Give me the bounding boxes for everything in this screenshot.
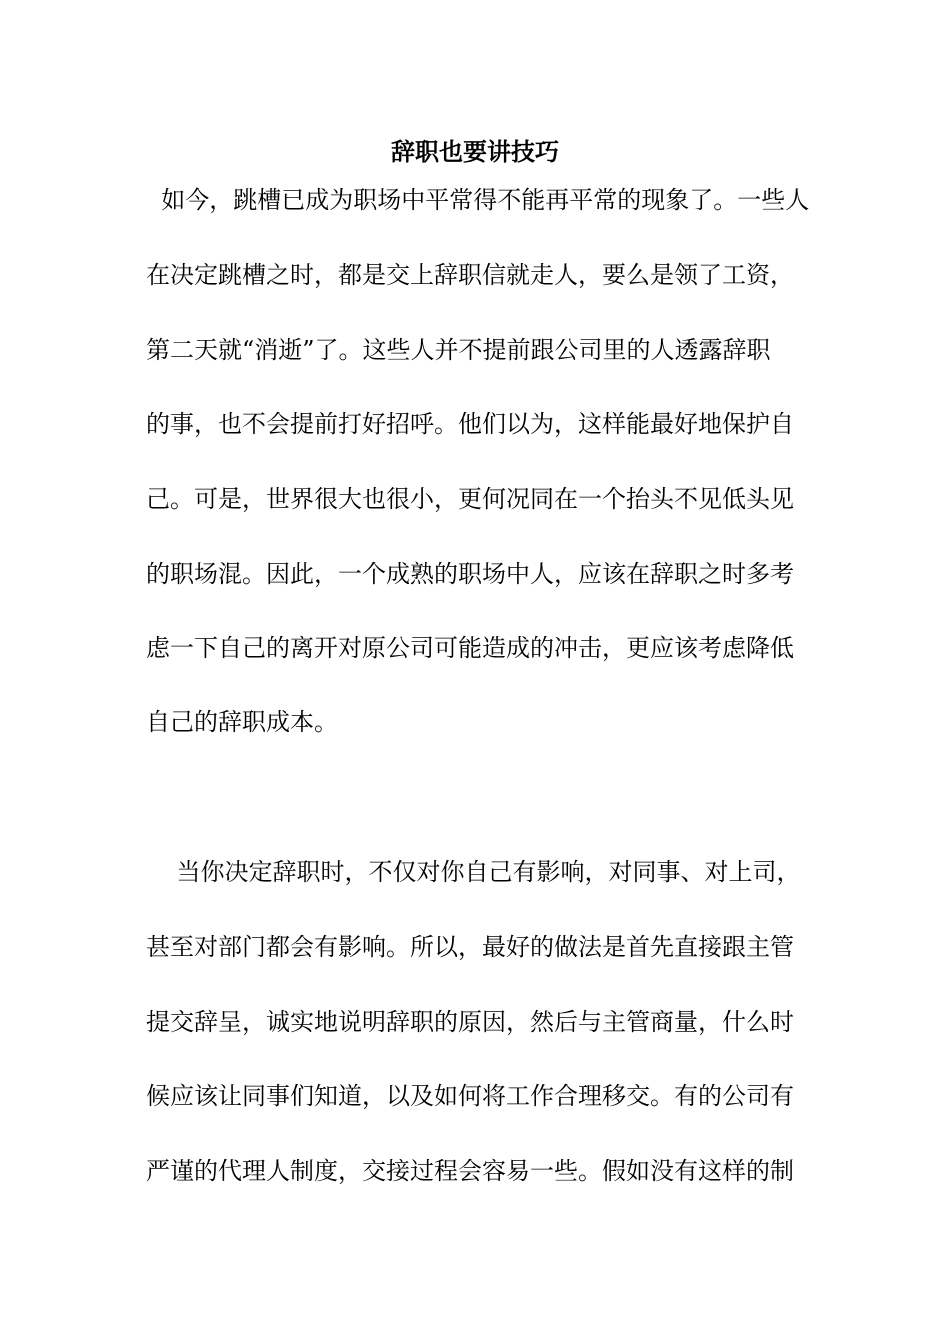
paragraph-line: 第二天就“消逝”了。这些人并不提前跟公司里的人透露辞职 (146, 336, 771, 364)
paragraph-line: 自己的辞职成本。 (146, 708, 338, 736)
paragraph-line: 虑一下自己的离开对原公司可能造成的冲击，更应该考虑降低 (146, 634, 794, 662)
paragraph-line: 在决定跳槽之时，都是交上辞职信就走人，要么是领了工资， (146, 261, 794, 289)
paragraph-line: 己。可是，世界很大也很小，更何况同在一个抬头不见低头见 (146, 485, 794, 513)
paragraph-line: 的事，也不会提前打好招呼。他们以为，这样能最好地保护自 (146, 410, 794, 438)
paragraph-line: 严谨的代理人制度，交接过程会容易一些。假如没有这样的制 (146, 1157, 794, 1185)
paragraph-line: 的职场混。因此，一个成熟的职场中人，应该在辞职之时多考 (146, 560, 794, 588)
document-title: 辞职也要讲技巧 (391, 137, 559, 166)
paragraph-line: 提交辞呈，诚实地说明辞职的原因，然后与主管商量，什么时 (146, 1008, 794, 1036)
paragraph-line: 甚至对部门都会有影响。所以，最好的做法是首先直接跟主管 (146, 933, 794, 961)
paragraph-line: 如今，跳槽已成为职场中平常得不能再平常的现象了。一些人 (146, 186, 810, 214)
paragraph-line: 候应该让同事们知道，以及如何将工作合理移交。有的公司有 (146, 1082, 794, 1110)
paragraph-line: 当你决定辞职时，不仅对你自己有影响，对同事、对上司， (146, 858, 801, 886)
